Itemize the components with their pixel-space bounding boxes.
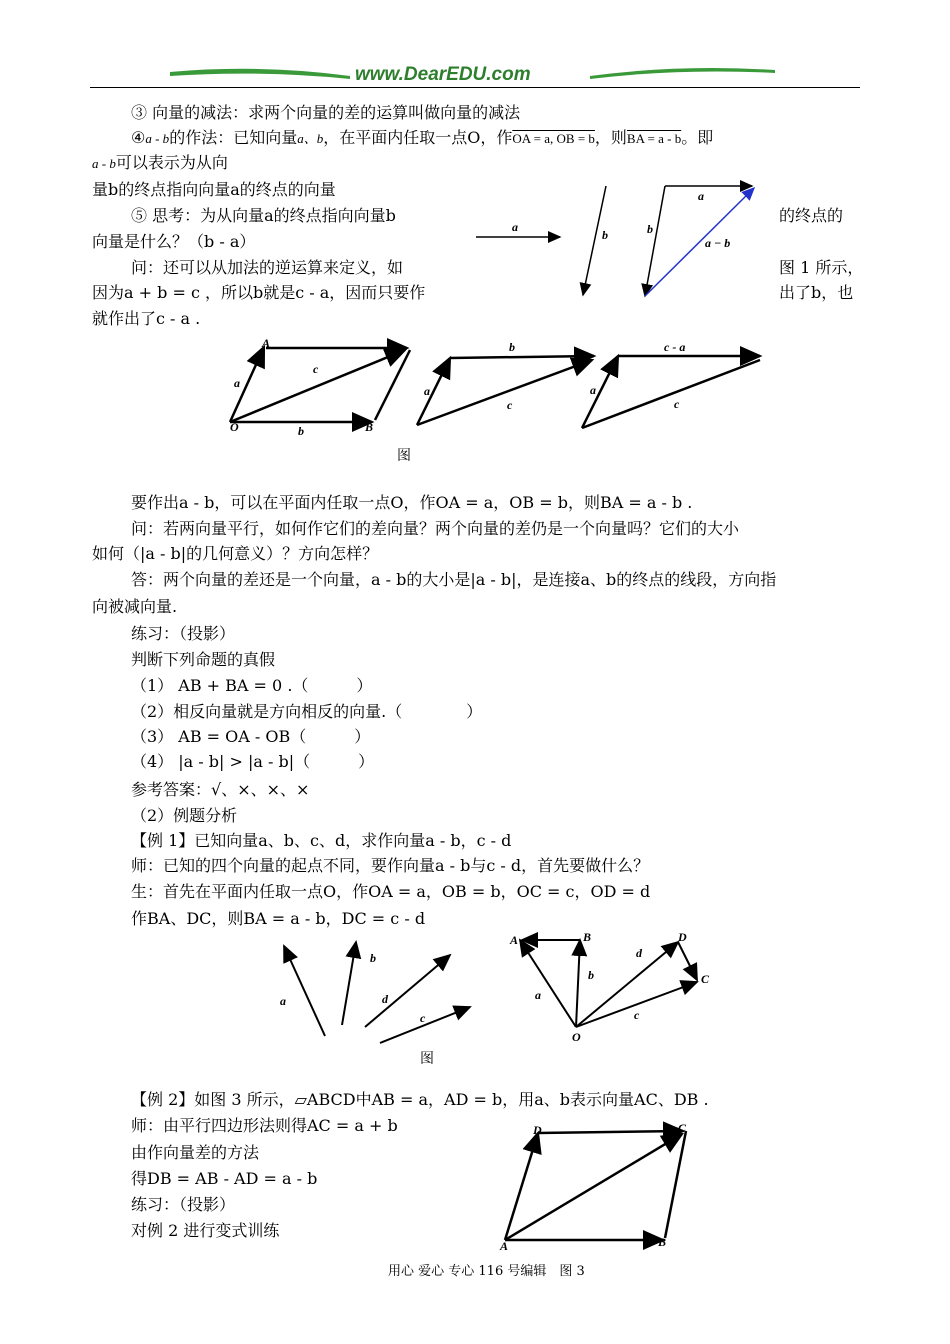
fig2-label-c: c: [313, 362, 319, 376]
text-line: 作BA、DC，则BA = a - b，DC = c - d: [131, 909, 426, 928]
text-line: （1） AB + BA = 0 .（ ）: [131, 676, 373, 695]
figure-2-caption: 图: [397, 448, 411, 464]
text-line: 参考答案：√、×、×、×: [131, 780, 310, 799]
fig3-label-C: C: [701, 972, 710, 986]
fig2-label-O: O: [230, 420, 239, 434]
fig2-label-c3: c: [674, 397, 680, 411]
fig2-label-cma: c - a: [664, 340, 686, 354]
fig3-label-b2: b: [588, 968, 594, 982]
text-line: ③ 向量的减法：求两个向量的差的运算叫做向量的减法: [131, 103, 521, 122]
text-line: 向被减向量.: [92, 597, 178, 616]
text-line: a - b可以表示为从向: [92, 153, 228, 172]
fig3-label-O: O: [572, 1030, 581, 1044]
site-logo: www.DearEDU.com: [355, 64, 531, 85]
text-line: （2）相反向量就是方向相反的向量.（ ）: [131, 702, 483, 721]
text-line: 练习：（投影）: [131, 624, 236, 643]
text-line: （3） AB = OA - OB（ ）: [131, 727, 371, 746]
fig2-label-b: b: [298, 424, 304, 438]
fig1-label-b2: b: [647, 222, 653, 236]
text-line: 得DB = AB - AD = a - b: [131, 1169, 318, 1188]
fig2-label-a3: a: [590, 383, 596, 397]
text-line: 要作出a - b，可以在平面内任取一点O，作OA = a，OB = b，则BA = a - b .: [131, 493, 693, 512]
figure-3-caption: 图: [420, 1051, 434, 1067]
fig3-label-a2: a: [535, 988, 541, 1002]
text-line: 问：还可以从加法的逆运算来定义，如: [131, 258, 404, 277]
fig4-label-D: D: [533, 1123, 542, 1137]
fig4-label-B: B: [658, 1235, 667, 1249]
fig4-label-A: A: [500, 1239, 509, 1253]
text-line: 向量是什么？（b - a）: [92, 232, 256, 251]
fig1-label-b: b: [602, 228, 608, 242]
text-line: 师：已知的四个向量的起点不同，要作向量a - b与c - d，首先要做什么？: [131, 856, 650, 875]
text-line: 由作向量差的方法: [131, 1143, 260, 1162]
text-line: ④a - b的作法：已知向量a、b，在平面内任取一点O，作OA = a, OB = b，则BA = a - b。即: [131, 128, 714, 147]
text-line: 练习：（投影）: [131, 1195, 236, 1214]
text-line: 的终点的: [779, 206, 844, 225]
text-line: 问：若两向量平行，如何作它们的差向量？两个向量的差仍是一个向量吗？它们的大小: [131, 519, 740, 538]
fig1-label-amb: a − b: [705, 236, 731, 250]
text-line: 如何（|a - b|的几何意义）？方向怎样？: [92, 544, 379, 563]
fig3-label-D: D: [678, 930, 687, 944]
fig1-label-a: a: [512, 220, 518, 234]
text-line: 出了b，也: [779, 283, 854, 302]
text-line: 生：首先在平面内任取一点O，作OA = a，OB = b，OC = c，OD = d: [131, 882, 651, 901]
text-line: （4） |a - b| > |a - b|（ ）: [131, 752, 375, 771]
text-line: （2）例题分析: [131, 806, 238, 825]
text-line: 对例 2 进行变式训练: [131, 1221, 280, 1240]
text-line: 【例 1】已知向量a、b、c、d，求作向量a - b，c - d: [131, 831, 512, 850]
text-line: 判断下列命题的真假: [131, 650, 276, 669]
page-footer: 用心 爱心 专心 116 号编辑 图 3: [388, 1264, 585, 1279]
fig3-label-d: d: [382, 992, 388, 1006]
fig3-label-b: b: [370, 951, 376, 965]
fig3-label-c: c: [420, 1011, 426, 1025]
fig3-label-a: a: [280, 994, 286, 1008]
fig2-label-A: A: [262, 336, 271, 350]
text-line: 【例 2】如图 3 所示，▱ABCD中AB = a，AD = b，用a、b表示向量AC、DB .: [131, 1090, 709, 1109]
text-line: 因为a + b = c ，所以b就是c - a，因而只要作: [92, 283, 426, 302]
fig1-label-a2: a: [698, 189, 704, 203]
fig4-label-C: C: [678, 1121, 687, 1135]
text-line: 答：两个向量的差还是一个向量，a - b的大小是|a - b|，是连接a、b的终点的线段，方向指: [131, 570, 777, 589]
fig2-label-c2: c: [507, 398, 513, 412]
fig3-label-d2: d: [636, 946, 642, 960]
text-line: 图 1 所示，: [779, 258, 864, 277]
fig2-label-a: a: [234, 376, 240, 390]
text-line: 就作出了c - a .: [92, 309, 201, 328]
text-line: ⑤ 思考：为从向量a的终点指向向量b: [131, 206, 396, 225]
fig3-label-A: A: [510, 933, 519, 947]
fig2-label-b2: b: [509, 340, 515, 354]
fig2-label-a2: a: [424, 384, 430, 398]
fig2-label-B: B: [365, 420, 374, 434]
text-line: 量b的终点指向向量a的终点的向量: [92, 180, 336, 199]
fig3-label-B: B: [583, 930, 592, 944]
fig3-label-c2: c: [634, 1008, 640, 1022]
text-line: 师：由平行四边形法则得AC = a + b: [131, 1116, 398, 1135]
